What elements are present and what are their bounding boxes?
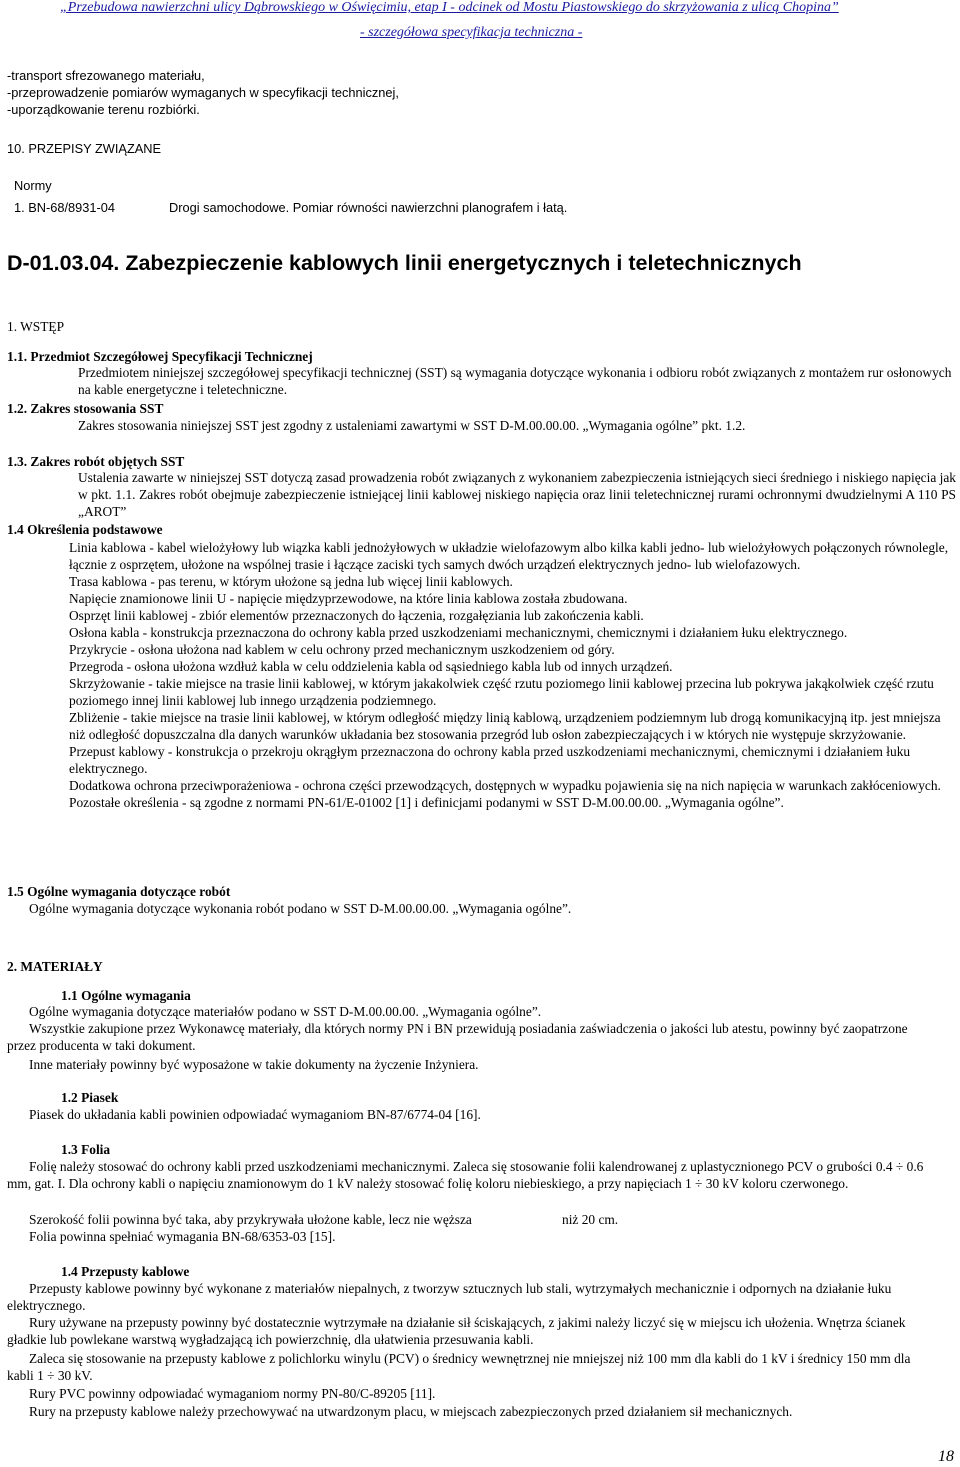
section-1-2-text: Zakres stosowania niniejszej SST jest zgodny z ustaleniami zawartymi w SST D-M.00.00.00. „Wymagania ogólne” pkt. 1.2. [78, 418, 746, 433]
list-item: Napięcie znamionowe linii U - napięcie międzyprzewodowe, na które linia kablowa została zbudowana. [69, 591, 628, 606]
section-2-3-p1: Folię należy stosować do ochrony kabli przed uszkodzeniami mechanicznymi. Zaleca się stosowanie folii kalendrowanej z uplastycznionego PCV o grubości 0.4 ÷ 0.6 mm, gat. I. Dla ochrony kabli o napięciu znamionowym do 1 kV należy stosować folię koloru niebieskiego, a przy napięciach 1 ÷ 30 kV koloru czerwonego. [7, 1159, 924, 1191]
section-2-1-title: 1.1 Ogólne wymagania [61, 988, 191, 1003]
list-item: Skrzyżowanie - takie miejsce na trasie linii kablowej, w którym jakakolwiek część rzutu poziomego linii kablowej przecina lub pokrywa jakąkolwiek część rzutu poziomego innej linii kablowej lub innego urządzenia podziemnego. [69, 676, 934, 708]
section-1-title: 1. WSTĘP [7, 319, 65, 334]
list-item: -transport sfrezowanego materiału, [7, 68, 205, 83]
section-1-2-title: 1.2. Zakres stosowania SST [7, 401, 164, 416]
norm-text: Drogi samochodowe. Pomiar równości nawierzchni planografem i łatą. [169, 200, 568, 215]
intro-list [7, 67, 399, 118]
section-1-3-title: 1.3. Zakres robót objętych SST [7, 454, 185, 469]
list-item: Linia kablowa - kabel wielożyłowy lub wiązka kabli jednożyłowych w układzie wielofazowym albo kilka kabli jedno- lub wielożyłowych połączonych równolegle, łącznie z osprzętem, ułożone na wspólnej trasie i łączące zaciski tych samych dwóch urządzeń elektrycznych jedno- lub wielofazowych. [69, 540, 949, 572]
section-2-1-p3: Inne materiały powinny być wyposażone w takie dokumenty na życzenie Inżyniera. [29, 1057, 479, 1072]
page-title: D-01.03.04. Zabezpieczenie kablowych linii energetycznych i teletechnicznych [7, 251, 802, 275]
section-2-4-title: 1.4 Przepusty kablowe [61, 1264, 190, 1279]
header-spec-title: - szczegółowa specyfikacja techniczna - [360, 25, 583, 40]
section-2-2-text: Piasek do układania kabli powinien odpowiadać wymaganiom BN-87/6774-04 [16]. [29, 1107, 481, 1122]
section-2-4-p4: Rury PVC powinny odpowiadać wymaganiom normy PN-80/C-89205 [11]. [29, 1386, 436, 1401]
normy-label: Normy [14, 178, 52, 193]
section-1-1-title: 1.1. Przedmiot Szczegółowej Specyfikacji Technicznej [7, 349, 313, 364]
norm-number: 1. BN-68/8931-04 [14, 200, 116, 215]
definitions-list [69, 539, 957, 811]
list-item: Zbliżenie - takie miejsce na trasie linii kablowej, w którym odległość między linią kablową, urządzeniem podziemnym lub drogą komunikacyjną itp. jest mniejsza niż odległość dopuszczalna dla danych warunków układania bez stosowania przegród lub osłon zabezpieczających i w których nie występuje skrzyżowanie. [69, 710, 941, 742]
section-2-4-p3: Zaleca się stosowanie na przepusty kablowe z polichlorku winylu (PCV) o średnicy wewnętrznej nie mniejszej niż 100 mm dla kabli do 1 kV i średnicy 150 mm dla kabli 1 ÷ 30 kV. [7, 1351, 911, 1383]
list-item: Pozostałe określenia - są zgodne z normami PN-61/E-01002 [1] i definicjami podanymi w SST D-M.00.00.00. „Wymagania ogólne”. [69, 795, 784, 810]
list-item: Dodatkowa ochrona przeciwporażeniowa - ochrona części przewodzących, dostępnych w wypadku pojawienia się na nich napięcia w warunkach zakłóceniowych. [69, 778, 941, 793]
section-2-4-p5: Rury na przepusty kablowe należy przechowywać na utwardzonym placu, w miejscach zabezpieczonych przed działaniem sił mechanicznych. [29, 1404, 793, 1419]
section-1-1-text: Przedmiotem niniejszej szczegółowej specyfikacji technicznej (SST) są wymagania dotyczące wykonania i odbioru robót związanych z montażem rur osłonowych na kable energetyczne i teletechniczne. [78, 365, 952, 397]
section-1-4-title: 1.4 Określenia podstawowe [7, 522, 163, 537]
section-2-4-p1: Przepusty kablowe powinny być wykonane z materiałów niepalnych, z tworzyw sztucznych lub stali, wytrzymałych mechanicznie i odpornych na działanie łuku elektrycznego. [7, 1281, 892, 1313]
section-2-3-title: 1.3 Folia [61, 1142, 111, 1157]
section-1-5-text: Ogólne wymagania dotyczące wykonania robót podano w SST D-M.00.00.00. „Wymagania ogólne”. [29, 901, 572, 916]
section-2-3-p2a: Szerokość folii powinna być taka, aby przykrywała ułożone kable, lecz nie węższa [29, 1212, 472, 1227]
list-item: Osprzęt linii kablowej - zbiór elementów przeznaczonych do łączenia, rozgałęziania lub zakończenia kabli. [69, 608, 644, 623]
list-item: Osłona kabla - konstrukcja przeznaczona do ochrony kabla przed uszkodzeniami mechanicznymi, chemicznymi i działaniem łuku elektrycznego. [69, 625, 848, 640]
section-10-title: 10. PRZEPISY ZWIĄZANE [7, 141, 162, 156]
list-item: -przeprowadzenie pomiarów wymaganych w specyfikacji technicznej, [7, 85, 399, 100]
page-number: 18 [938, 1448, 954, 1465]
section-1-3-text: Ustalenia zawarte w niniejszej SST dotyczą zasad prowadzenia robót związanych z wykonaniem zabezpieczenia istniejących sieci średniego i niskiego napięcia jak w pkt. 1.1. Zakres robót obejmuje zabezpieczenie istniejącej linii kablowej niskiego napięcia oraz linii teletechnicznej rurami ochronnymi dwudzielnymi A 110 PS „AROT” [78, 470, 956, 519]
list-item: -uporządkowanie terenu rozbiórki. [7, 102, 200, 117]
list-item: Trasa kablowa - pas terenu, w którym ułożone są jedna lub więcej linii kablowych. [69, 574, 513, 589]
header-project-title: „Przebudowa nawierzchni ulicy Dąbrowskiego w Oświęcimiu, etap I - odcinek od Mostu Piastowskiego do skrzyżowania z ulicą Chopina” [60, 0, 839, 15]
section-1-5-title: 1.5 Ogólne wymagania dotyczące robót [7, 884, 231, 899]
section-2-1-p2: Wszystkie zakupione przez Wykonawcę materiały, dla których normy PN i BN przewidują posiadania zaświadczenia o jakości lub atestu, powinny być zaopatrzone przez producenta w taki dokument. [7, 1021, 908, 1053]
section-2-3-p2b: niż 20 cm. [562, 1212, 619, 1227]
list-item: Przepust kablowy - konstrukcja o przekroju okrągłym przeznaczona do ochrony kabla przed uszkodzeniami mechanicznymi, chemicznymi i działaniem łuku elektrycznego. [69, 744, 911, 776]
section-2-2-title: 1.2 Piasek [61, 1090, 119, 1105]
section-2-4-p2: Rury używane na przepusty powinny być dostatecznie wytrzymałe na działanie sił ściskających, z jakimi należy liczyć się w miejscu ich ułożenia. Wnętrza ścianek gładkie lub powlekane warstwą wygładzającą ich powierzchnię, dla ułatwienia przesuwania kabli. [7, 1315, 906, 1347]
list-item: Przegroda - osłona ułożona wzdłuż kabla w celu oddzielenia kabla od sąsiedniego kabla lub od innych urządzeń. [69, 659, 673, 674]
list-item: Przykrycie - osłona ułożona nad kablem w celu ochrony przed mechanicznym uszkodzeniem od góry. [69, 642, 615, 657]
section-2-title: 2. MATERIAŁY [7, 959, 103, 974]
section-2-3-p3: Folia powinna spełniać wymagania BN-68/6353-03 [15]. [29, 1229, 336, 1244]
section-2-1-p1: Ogólne wymagania dotyczące materiałów podano w SST D-M.00.00.00. „Wymagania ogólne”. [29, 1004, 542, 1019]
